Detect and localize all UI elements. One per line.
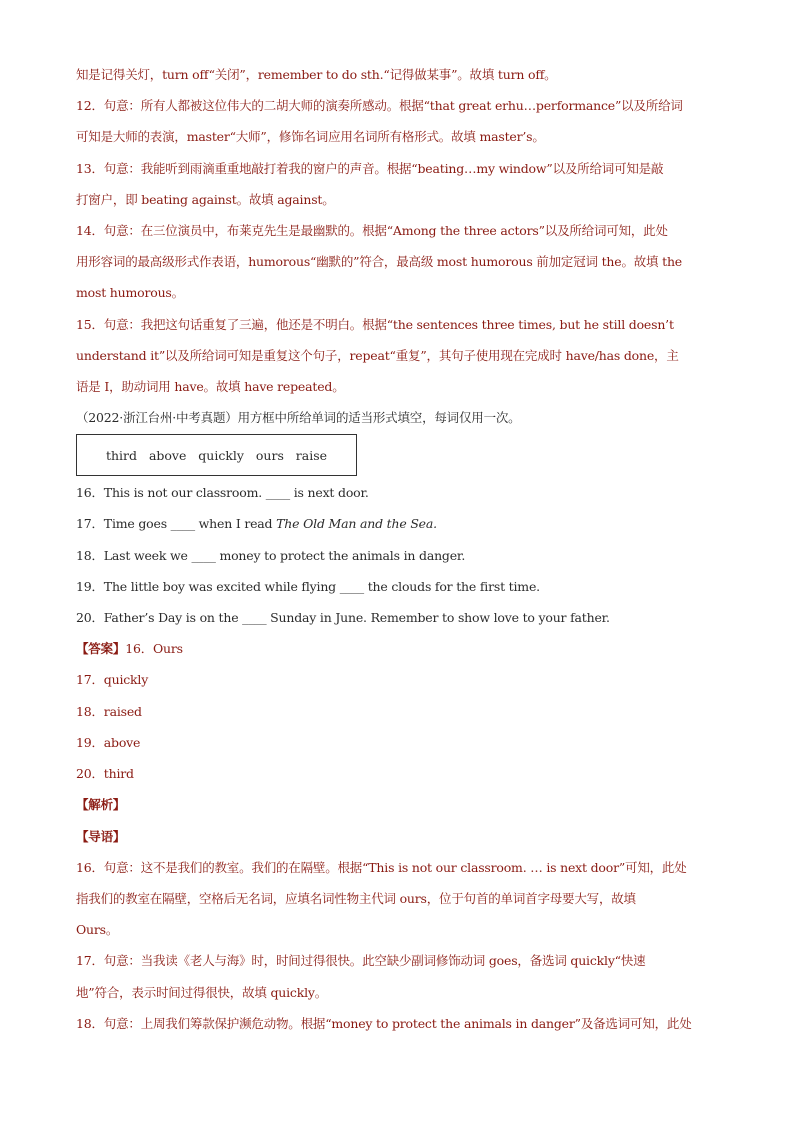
question-19: 19．The little boy was excited while flying ____ the clouds for the first time. (76, 579, 540, 594)
explanation-line: 可知是大师的表演，master“大师”，修饰名词应用名词所有格形式。故填 master’s。 (76, 129, 545, 144)
question-16: 16．This is not our classroom. ____ is next door. (76, 485, 369, 500)
explanation-line: 14．句意：在三位演员中，布莱克先生是最幽默的。根据“Among the three actors”以及所给词可知，此处 (76, 223, 668, 238)
word-box: third above quickly ours raise (76, 434, 357, 476)
explanation-line: 15．句意：我把这句话重复了三遍，他还是不明白。根据“the sentences three times, but he still doesn’t (76, 317, 674, 332)
explanation-line: 12．句意：所有人都被这位伟大的二胡大师的演奏所感动。根据“that great erhu…performance”以及所给词 (76, 98, 683, 113)
answer-20: 20．third (76, 766, 134, 781)
question-17 (76, 515, 437, 533)
question-20: 20．Father’s Day is on the ____ Sunday in June. Remember to show love to your father. (76, 610, 610, 625)
explanation-line: 知是记得关灯，turn off“关闭”，remember to do sth.“记得做某事”。故填 turn off。 (76, 67, 557, 82)
section-header (76, 409, 520, 427)
answer-label: 【答案】 (76, 641, 126, 656)
guide-label: 【导语】 (76, 829, 126, 844)
explanation-line: Ours。 (76, 922, 119, 937)
section-source: （2022·浙江台州·中考真题） (76, 410, 238, 425)
answer-19: 19．above (76, 735, 141, 750)
analysis-label: 【解析】 (76, 797, 126, 812)
book-title: The Old Man and the Sea. (276, 516, 437, 531)
answer-16: 16．Ours (125, 641, 183, 656)
question-18: 18．Last week we ____ money to protect the animals in danger. (76, 548, 466, 563)
explanation-line: 17．句意：当我读《老人与海》时，时间过得很快。此空缺少副词修饰动词 goes，备选词 quickly“快速 (76, 953, 646, 968)
answer-18: 18．raised (76, 704, 142, 719)
explanation-line: 语是 I，助动词用 have。故填 have repeated。 (76, 379, 345, 394)
section-instruction: 用方框中所给单词的适当形式填空，每词仅用一次。 (237, 410, 521, 425)
question-17-text: 17．Time goes ____ when I read (76, 516, 277, 531)
explanation-line: 用形容词的最高级形式作表语，humorous“幽默的”符合，最高级 most humorous 前加定冠词 the。故填 the (76, 254, 683, 269)
answer-line (76, 640, 183, 658)
answer-17: 17．quickly (76, 672, 149, 687)
explanation-line: 打窗户，即 beating against。故填 against。 (76, 192, 335, 207)
explanation-line: 18．句意：上周我们筹款保护濒危动物。根据“money to protect the animals in danger”及备选词可知，此处 (76, 1016, 692, 1031)
explanation-line: 16．句意：这不是我们的教室。我们的在隔壁。根据“This is not our classroom. … is next door”可知，此处 (76, 860, 687, 875)
explanation-line: 指我们的教室在隔壁，空格后无名词，应填名词性物主代词 ours，位于句首的单词首字母要大写，故填 (76, 891, 636, 906)
explanation-line: 13．句意：我能听到雨滴重重地敲打着我的窗户的声音。根据“beating…my window”以及所给词可知是敲 (76, 161, 664, 176)
explanation-line: most humorous。 (76, 285, 184, 300)
explanation-line: understand it”以及所给词可知是重复这个句子，repeat“重复”，其句子使用现在完成时 have/has done，主 (76, 348, 679, 363)
explanation-line: 地”符合，表示时间过得很快，故填 quickly。 (76, 985, 328, 1000)
